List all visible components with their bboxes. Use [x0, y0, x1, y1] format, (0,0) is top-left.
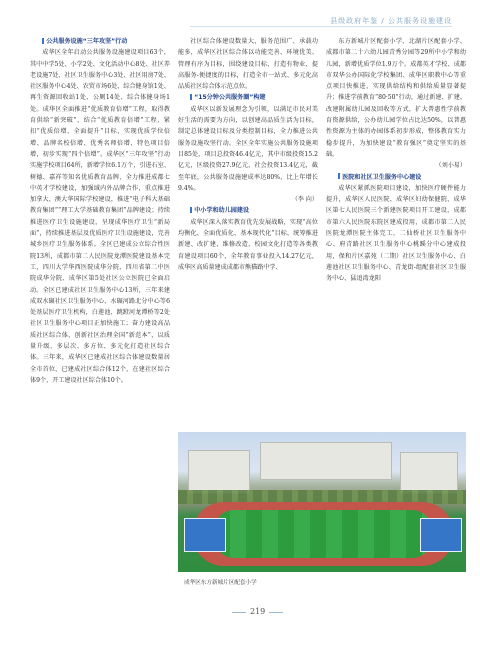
body-paragraph: 成华区全年启动公共服务设施建设项目63个，其中中学5处、小学2处、文化活动中心8处、社区养老设施7处、社区卫生服务中心3处、社区用房7处、社区服务中心4处、农贸市场6处、综合健身馆1处、再生资源回收站1处、公厕14处、综合体健身场1处。成华区全面推进“优质教育倍增”工程，取得教育供给“新突破”，结合“优质教育倍增”工程，紧扣“优质倍增、全面提升”目标，实现优质学位倍增、品牌名校倍增、优秀名师倍增、特色项目倍增，初步实现“四个倍增”。成华区“三年攻坚”行动实施学校项目64所，新增学位6.1万个，引进石室、树德、嘉祥等知名优质教育品牌，全力推进成都七中英才学校建设，加强域内外品牌合作，重点推进加拿大、澳大华国际学校建设，推进“电子科大基础教育集团”“理工大学基础教育集团”品牌建设；持续推进医疗卫生设施建设，呈现成华医疗卫生“新局面”，持续推进基层及优质医疗卫生设施建设，完善城乡医疗卫生服务体系。全区已建成公立综合性医院13所，成都市第二人民医院龙潭医院建设基本完工，四川大学华西医院成华分院、四川省第二中医院成华分院、成华区第5处社区公立医院已全面启动。全区已建成社区卫生服务中心13所，三年来建成双水碾社区卫生服务中心、水碾河路北分中心等6处基层医疗卫生机构，白莲池、跳蹬河龙潭桥等2处社区卫生服务中心项目正加快施工；奋力建设高品质社区综合体，创新社区治理全国“新范本”，以质量升级、多层次、多方位、多元化打造社区综合体。三年来，成华区已建成社区综合体建设数量居全市首位，已建成社区综合体12个，在建社区综合体9个，开工建设社区综合体10个。	[30, 49, 170, 384]
heading-marker-icon	[190, 94, 192, 100]
photo-building-right	[400, 452, 458, 494]
left-column	[30, 36, 170, 596]
heading-marker-icon	[190, 207, 192, 213]
section-heading-text: 公共服务设施“三年攻坚”行动	[46, 38, 128, 45]
photo-building-center	[260, 442, 392, 480]
section-heading	[326, 172, 466, 183]
body-paragraph: 东方新城片区配套小学、北湖片区配套小学、成都市第二十六幼儿园青秀分园等29所中小学和幼儿园，新增优质学位1.9万个。成都英才学校、成都市双华公办国际化学校集团、成华区职教中心等重点项目快推进，实现供给结构和供给质量显著提升；推进学前教育“80·50”行动，通过新建、扩建、改建附属幼儿园及回收等方式，扩大普惠性学前教育资源供给，公办幼儿园学位占比达50%，以普惠性资源为主体的办园体系初步形成，整体教育实力稳步提升，为加快建设“教育强区”奠定坚实的基础。	[326, 38, 466, 158]
section-heading-text: 医院和社区卫生服务中心建设	[342, 173, 422, 181]
photo-building-left	[188, 450, 250, 494]
section-heading-text: 中小学和幼儿园建设	[194, 207, 250, 215]
header-rule	[190, 26, 452, 27]
middle-column	[178, 36, 318, 273]
photo-court-left	[184, 518, 226, 552]
heading-marker-icon	[42, 38, 44, 44]
right-column	[326, 36, 466, 285]
body-paragraph: 成华区紧抓医院项目建设，加快医疗硬件能力提升，成华区人民医院、成华区妇幼保健院、成华区第七人民医院三个新建医院项目开工建设，成都市第六人民医院东院区建成投用，成都市第二人民医院龙潭医院主体完工，二仙桥社区卫生服务中心、府青路社区卫生服务中心桃蹊分中心建成投用，保和片区嘉苑（二期）社区卫生服务中心、白莲池社区卫生服务中心、青龙街-组配套社区卫生服务中心、猛追湾龙阳	[326, 184, 466, 283]
section-heading-text: “15分钟公共服务圈”构建	[194, 94, 266, 102]
section-heading	[178, 205, 318, 216]
heading-marker-icon	[338, 173, 340, 179]
photo-caption: 成华区东方新城片区配套小学	[184, 580, 257, 586]
body-paragraph: 成华区深入落实教育优先发展战略，实现“高位均衡化、全面优质化、基本现代化”目标，统筹推进新建、改扩建、维修改造，校园文化打造等各类教育建设项目60个，全年教育事业投入14.27亿元，成华区高质量建成成都市熊猫路中学、	[178, 218, 318, 271]
school-aerial-photo	[178, 432, 466, 572]
body-paragraph: 成华区以新发展理念为引领，以满足市民对美好生活的需要为方向，以创建高品质生活为目标，制定总体建设目标及分类控制目标，全力推进公共服务设施攻坚行动。全区全年实施公共服务设施项目85处，项目总投资46.4亿元，其中市级投资15.2亿元，区级投资27.9亿元，社会投资13.4亿元，截至年底，公共服务设施建成率达80%，比上年增长9.4%。	[178, 105, 318, 192]
photo-football-field	[214, 510, 432, 558]
running-head: 县级政府年鉴 / 公共服务设施建设	[330, 17, 452, 25]
body-paragraph: 社区综合体建设数量大，服务范围广、承载功能多，成华区社区综合体以功能完善、环境优美、管理有序为目标，围绕建设目标、打造有物业、提高服务-便捷度的目标，打造全市一站式、多元化高品质社区综合体示范点位。	[178, 38, 318, 91]
author-signature: （李 向）	[291, 196, 318, 204]
page-number: 219	[228, 607, 287, 616]
section-heading	[30, 36, 170, 47]
section-heading	[178, 92, 318, 103]
author-signature: （刘小易）	[435, 162, 466, 170]
photo-court-right	[420, 518, 462, 552]
